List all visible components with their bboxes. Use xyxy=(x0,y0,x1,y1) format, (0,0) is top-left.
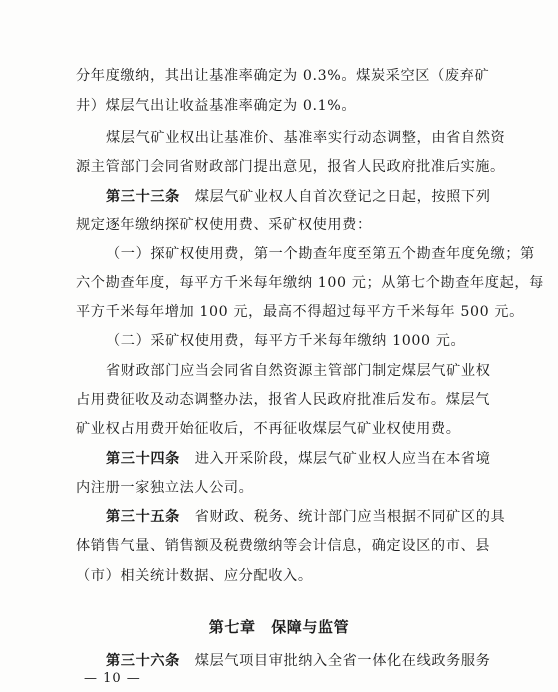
article-text: 煤层气矿业权人自首次登记之日起，按照下列 xyxy=(194,189,491,205)
text-line: 煤层气矿业权出让基准价、基准率实行动态调整，由省自然资 xyxy=(106,130,506,146)
text-line: （一）探矿权使用费，第一个勘查年度至第五个勘查年度免缴；第 xyxy=(106,246,535,262)
page-number: — 10 — xyxy=(84,671,141,686)
chapter-title: 第七章 保障与监管 xyxy=(208,618,350,636)
text-line: 占用费征收及动态调整办法，报省人民政府批准后发布。煤层气 xyxy=(76,392,491,408)
text-line: 体销售气量、销售额及税费缴纳等会计信息，确定设区的市、县 xyxy=(76,538,491,554)
article-34 xyxy=(0,449,558,469)
text-line: 六个勘查年度，每平方千米每年缴纳 100 元；从第七个勘查年度起，每 xyxy=(76,275,544,291)
text-line: 内注册一家独立法人公司。 xyxy=(76,480,254,496)
text-line: 规定逐年缴纳探矿权使用费、采矿权使用费： xyxy=(76,217,372,233)
article-text: 煤层气项目审批纳入全省一体化在线政务服务 xyxy=(194,653,491,669)
text-line: （二）采矿权使用费，每平方千米每年缴纳 1000 元。 xyxy=(106,333,466,349)
article-33 xyxy=(0,187,558,207)
article-label: 第三十六条 xyxy=(106,653,180,669)
article-36 xyxy=(0,651,558,671)
article-text: 进入开采阶段，煤层气矿业权人应当在本省境 xyxy=(194,451,491,467)
text-line: 矿业权占用费开始征收后，不再征收煤层气矿业权使用费。 xyxy=(76,421,461,437)
article-label: 第三十三条 xyxy=(106,189,180,205)
article-text: 省财政、税务、统计部门应当根据不同矿区的具 xyxy=(194,509,506,525)
text-line: 井）煤层气出让收益基准率确定为 0.1%。 xyxy=(76,98,357,114)
article-35 xyxy=(0,507,558,527)
text-line: 分年度缴纳，其出让基准率确定为 0.3%。煤炭采空区（废弃矿 xyxy=(76,68,490,84)
article-label: 第三十五条 xyxy=(106,509,180,525)
text-line: 平方千米每年增加 100 元，最高不得超过每平方千米每年 500 元。 xyxy=(76,304,524,320)
text-line: （市）相关统计数据、应分配收入。 xyxy=(76,568,313,584)
text-line: 省财政部门应当会同省自然资源主管部门制定煤层气矿业权 xyxy=(106,363,491,379)
article-label: 第三十四条 xyxy=(106,451,180,467)
text-line: 源主管部门会同省财政部门提出意见，报省人民政府批准后实施。 xyxy=(76,159,505,175)
